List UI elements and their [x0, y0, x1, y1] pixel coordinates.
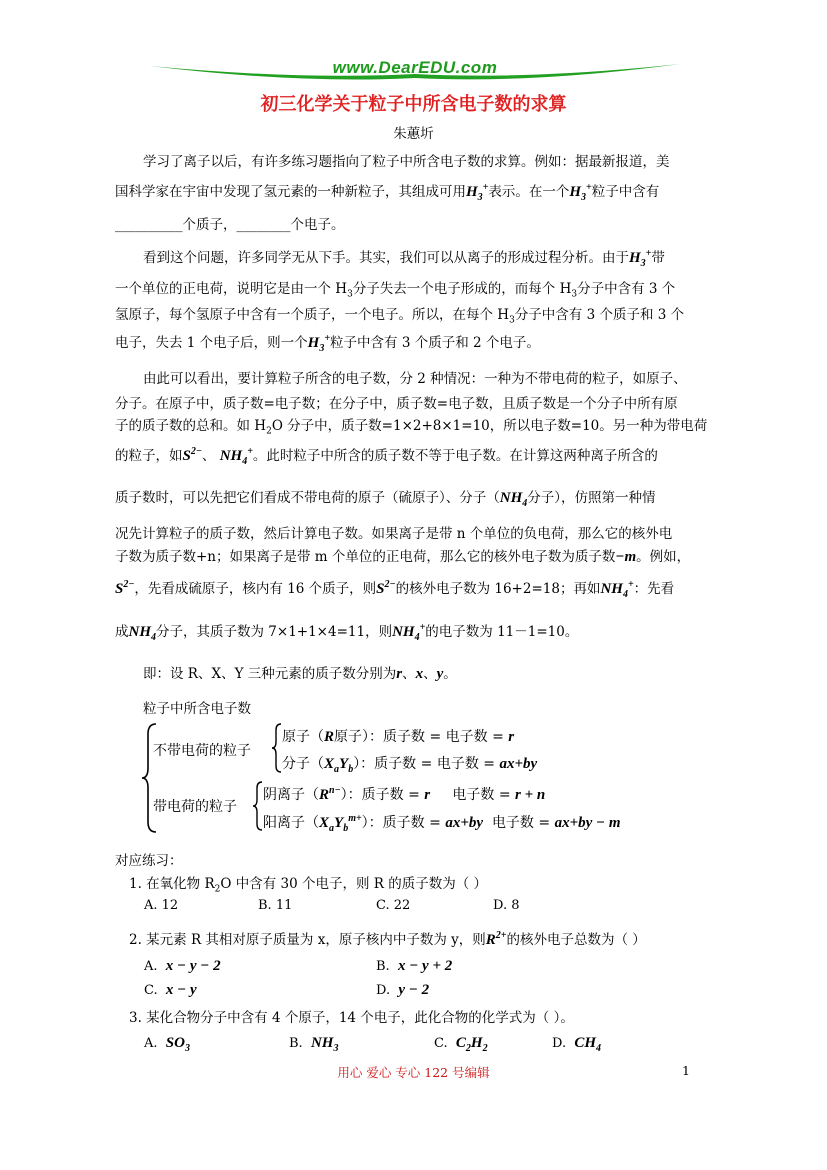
atom-row [282, 726, 514, 746]
question-2 [129, 928, 646, 949]
m: CH [574, 1035, 597, 1051]
q3-option-b[interactable] [289, 1035, 338, 1052]
footer-text: 用心 爱心 专心 122 号编辑 [337, 1065, 490, 1080]
text: 原子（ [282, 729, 324, 745]
para1-line2 [115, 180, 659, 201]
q2-option-d[interactable] [376, 982, 429, 999]
text: 分子失去一个电子形成的，而每个 H [352, 281, 572, 297]
sub: 3 [347, 289, 353, 300]
m: + [627, 579, 634, 590]
opt-letter: A. [144, 1036, 158, 1051]
page-title: 初三化学关于粒子中所含电子数的求算 [260, 94, 567, 115]
para2-line1 [143, 246, 665, 267]
text: 原子）：质子数 = 电子数 = [334, 729, 504, 745]
m: 4 [522, 498, 528, 509]
m: R [324, 729, 335, 745]
exercises-heading: 对应练习： [115, 853, 183, 869]
m: 4 [242, 456, 248, 467]
text: 粒子中含有 3 个质子和 2 个电子。 [330, 335, 540, 351]
m: 4 [596, 1043, 602, 1054]
opt-expr: x − y − 2 [165, 958, 221, 974]
opt-letter: B. [289, 1036, 303, 1051]
m: r + n [515, 787, 546, 803]
site-header [150, 58, 680, 84]
q2-option-c[interactable] [144, 982, 197, 999]
text: 子数为质子数+n；如果离子是带 m 个单位的正电荷，那么它的核外电子数为质子数 [115, 549, 616, 565]
text: 的电子数为 11－1=10。 [425, 624, 579, 640]
m: H [629, 250, 641, 266]
opt-expr: x − y + 2 [397, 958, 453, 974]
text: 的核外电子总数为（ ） [506, 932, 646, 948]
m: 2 [465, 1043, 471, 1054]
text: 一个单位的正电荷，说明它是由一个 H [115, 281, 348, 297]
text: 阳离子（ [263, 815, 319, 831]
text: 质子数时，可以先把它们看成不带电荷的原子（硫原子）、分子（ [115, 490, 500, 506]
m: 3 [640, 258, 646, 269]
formula-minus-m: −m [615, 549, 637, 565]
neutral-label: 不带电荷的粒子 [153, 743, 251, 759]
text: 、 [201, 448, 216, 464]
para3-line1: 由此可以看出，要计算粒子所含的电子数，分 2 种情况：一种为不带电荷的粒子，如原子、 [143, 371, 687, 387]
text: 粒子中含有 [591, 184, 660, 200]
opt-expr: x − y [165, 982, 197, 998]
q2-option-a[interactable] [144, 958, 221, 975]
text: 分子，其质子数为 7×1+1×4=11，则 [156, 624, 393, 640]
para3-line8 [115, 577, 674, 598]
opt-expr: y − 2 [398, 982, 430, 998]
formula-nh4 [128, 624, 157, 643]
m: + [247, 446, 253, 457]
m: 4 [414, 632, 420, 643]
m: NH [392, 624, 415, 640]
text: 电子，失去 1 个电子后，则一个 [115, 335, 308, 351]
text: 分子（ [282, 756, 324, 772]
opt-expr [574, 1035, 602, 1054]
m: NH [128, 624, 151, 640]
author: 朱蕙圻 [393, 126, 434, 142]
sub: 3 [571, 289, 578, 300]
var-r: r [396, 666, 403, 682]
q1-option-a[interactable]: A. 12 [144, 898, 179, 913]
formula-h3plus [629, 248, 652, 269]
text: 分子中含有 3 个 [577, 281, 676, 297]
opt-letter: D. [376, 983, 391, 998]
text: ）：质子数 = [361, 815, 441, 831]
para2-line3 [115, 303, 685, 326]
m: ax+by [499, 756, 538, 772]
text: ，先看成硫原子，核内有 16 个质子，则 [134, 581, 377, 597]
m: SO [165, 1035, 185, 1051]
formula-nh4plus [600, 579, 634, 600]
m: r [424, 787, 431, 803]
m: + [419, 622, 426, 633]
text: 氢原子，每个氢原子中含有一个质子，一个电子。所以，在每个 H [115, 307, 510, 323]
text: 的粒子，如 [115, 448, 183, 464]
text: ）：质子数 = 电子数 = [353, 756, 495, 772]
m: 4 [622, 589, 628, 600]
text: 阴离子（ [263, 787, 319, 803]
m: C [455, 1035, 466, 1051]
para3-line4 [115, 444, 658, 465]
para4 [143, 662, 457, 683]
m: NH [219, 448, 243, 464]
site-url[interactable]: www.DearEDU.com [332, 58, 498, 77]
m: S [376, 581, 385, 597]
formula-s2minus [376, 581, 395, 597]
m: + [324, 333, 331, 344]
m: 3 [319, 343, 325, 354]
opt-expr [310, 1035, 339, 1054]
outer-brace-icon [140, 722, 160, 834]
m: NH [499, 490, 523, 506]
formula-h3plus [466, 182, 489, 203]
opt-letter: B. [376, 959, 390, 974]
question-3: 3. 某化合物分子中含有 4 个原子，14 个电子，此化合物的化学式为（ ）。 [129, 1010, 574, 1026]
para3-line5 [115, 486, 656, 507]
para1-line1: 学习了离子以后，有许多练习题指向了粒子中所含电子数的求算。例如：据最新报道，美 [143, 154, 670, 170]
q3-option-a[interactable] [144, 1035, 190, 1052]
opt-letter: C. [144, 983, 158, 998]
anion-row [263, 784, 545, 804]
text: 分子中含有 3 个质子和 3 个 [514, 307, 685, 323]
para3-line6: 况先计算粒子的质子数，然后计算电子数。如果离子是带 n 个单位的负电荷，那么它的核外电 [115, 526, 673, 542]
text: 分子），仿照第一种情 [527, 490, 656, 506]
m: H [466, 184, 478, 200]
para1-line3: __________个质子，________个电子。 [115, 217, 345, 233]
opt-letter: A. [144, 959, 158, 974]
m: + [645, 248, 652, 259]
charged-label: 带电荷的粒子 [153, 799, 237, 815]
formula-s2minus [115, 581, 134, 597]
m: 3 [581, 192, 587, 203]
formula-xaybm: $X_aY_b^{m+}$ [319, 813, 362, 834]
para3-line9 [115, 620, 578, 641]
para2-line4 [115, 331, 540, 352]
formula-h3plus [569, 182, 592, 203]
text: 1. 在氧化物 R [129, 876, 215, 892]
text: 的核外电子数为 16+2=18；再如 [395, 581, 601, 597]
m: 3 [184, 1043, 190, 1054]
m: 4 [151, 632, 156, 643]
text: 看到这个问题，许多同学无从下手。其实，我们可以从离子的形成过程分析。由于 [143, 250, 629, 266]
text: 。 [443, 666, 457, 682]
text: ：先看 [633, 581, 675, 597]
page-number: 1 [682, 1063, 690, 1078]
m: 3 [333, 1043, 339, 1054]
m: r [508, 729, 515, 745]
text: 带 [651, 250, 665, 266]
m: ax+by − m [554, 815, 621, 831]
text: 、 [402, 666, 416, 682]
text: O 分子中，质子数=1×2+8×1=10，所以电子数=10。另一种为带电荷 [271, 418, 708, 434]
q1-option-b[interactable]: B. 11 [258, 898, 293, 913]
cation-row [263, 812, 621, 832]
m: NH [310, 1035, 334, 1051]
m: 2− [190, 446, 202, 457]
opt-expr: $C_2H_2$ [455, 1035, 488, 1054]
m: NH [600, 581, 623, 597]
para5: 粒子中所含电子数 [143, 701, 251, 717]
m: 2− [123, 579, 135, 590]
m: 2− [384, 579, 396, 590]
formula-s2minus [183, 448, 202, 464]
var-x: x [415, 666, 424, 682]
para3-line3 [115, 414, 708, 437]
text: 。例如， [636, 549, 691, 565]
m: S [182, 448, 191, 464]
para3-line2: 分子。在原子中，质子数=电子数；在分子中，质子数=电子数，且质子数是一个分子中所有原 [115, 396, 678, 412]
formula-nh4plus [392, 622, 426, 643]
m: + [586, 182, 592, 193]
q1-option-c[interactable]: C. 22 [376, 898, 411, 913]
text: 表示。在一个 [488, 184, 570, 200]
formula-r2plus: $R^{2+}$ [485, 930, 507, 948]
var-y: y [436, 666, 444, 682]
text: 2. 某元素 R 其相对原子质量为 x，原子核内中子数为 y，则 [129, 932, 486, 948]
opt-expr [165, 1035, 190, 1054]
sub: 2 [214, 884, 221, 895]
m: H [569, 184, 582, 200]
q3-option-d[interactable] [552, 1035, 601, 1052]
para2-line2 [115, 277, 676, 300]
text: 。此时粒子中所含的质子数不等于电子数。在计算这两种离子所含的 [252, 448, 658, 464]
sub: 2 [266, 426, 272, 437]
formula-xayb: $X_aY_b$ [324, 756, 354, 775]
text: 电子数 = [452, 787, 511, 803]
text: 国科学家在宇宙中发现了氢元素的一种新粒子，其组成可用 [115, 184, 466, 200]
q3-option-c[interactable] [434, 1035, 488, 1052]
text: O 中含有 30 个电子，则 R 的质子数为（ ） [220, 876, 488, 892]
q1-option-d[interactable]: D. 8 [493, 898, 520, 913]
para3-line7 [115, 545, 690, 566]
sub: 3 [509, 315, 515, 326]
molecule-row [282, 753, 537, 773]
m: H [307, 335, 320, 351]
m: S [115, 581, 124, 597]
text: 成 [115, 624, 129, 640]
m: 3 [477, 192, 483, 203]
text: 、 [423, 666, 437, 682]
formula-nh4plus [219, 446, 253, 467]
text: 即：设 R、X、Y 三种元素的质子数分别为 [143, 666, 397, 682]
text: ）：质子数 = [340, 787, 420, 803]
formula-rn: $R^{n-}$ [319, 785, 341, 803]
opt-letter: C. [434, 1036, 448, 1051]
m: ax+by [445, 815, 484, 831]
text: 电子数 = [491, 815, 551, 831]
q2-option-b[interactable] [376, 958, 452, 975]
opt-letter: D. [552, 1036, 567, 1051]
m: + [482, 182, 489, 193]
formula-h3plus [307, 333, 331, 354]
formula-nh4 [499, 490, 528, 509]
question-1 [129, 872, 488, 895]
text: 子的质子数的总和。如 H [115, 418, 267, 434]
